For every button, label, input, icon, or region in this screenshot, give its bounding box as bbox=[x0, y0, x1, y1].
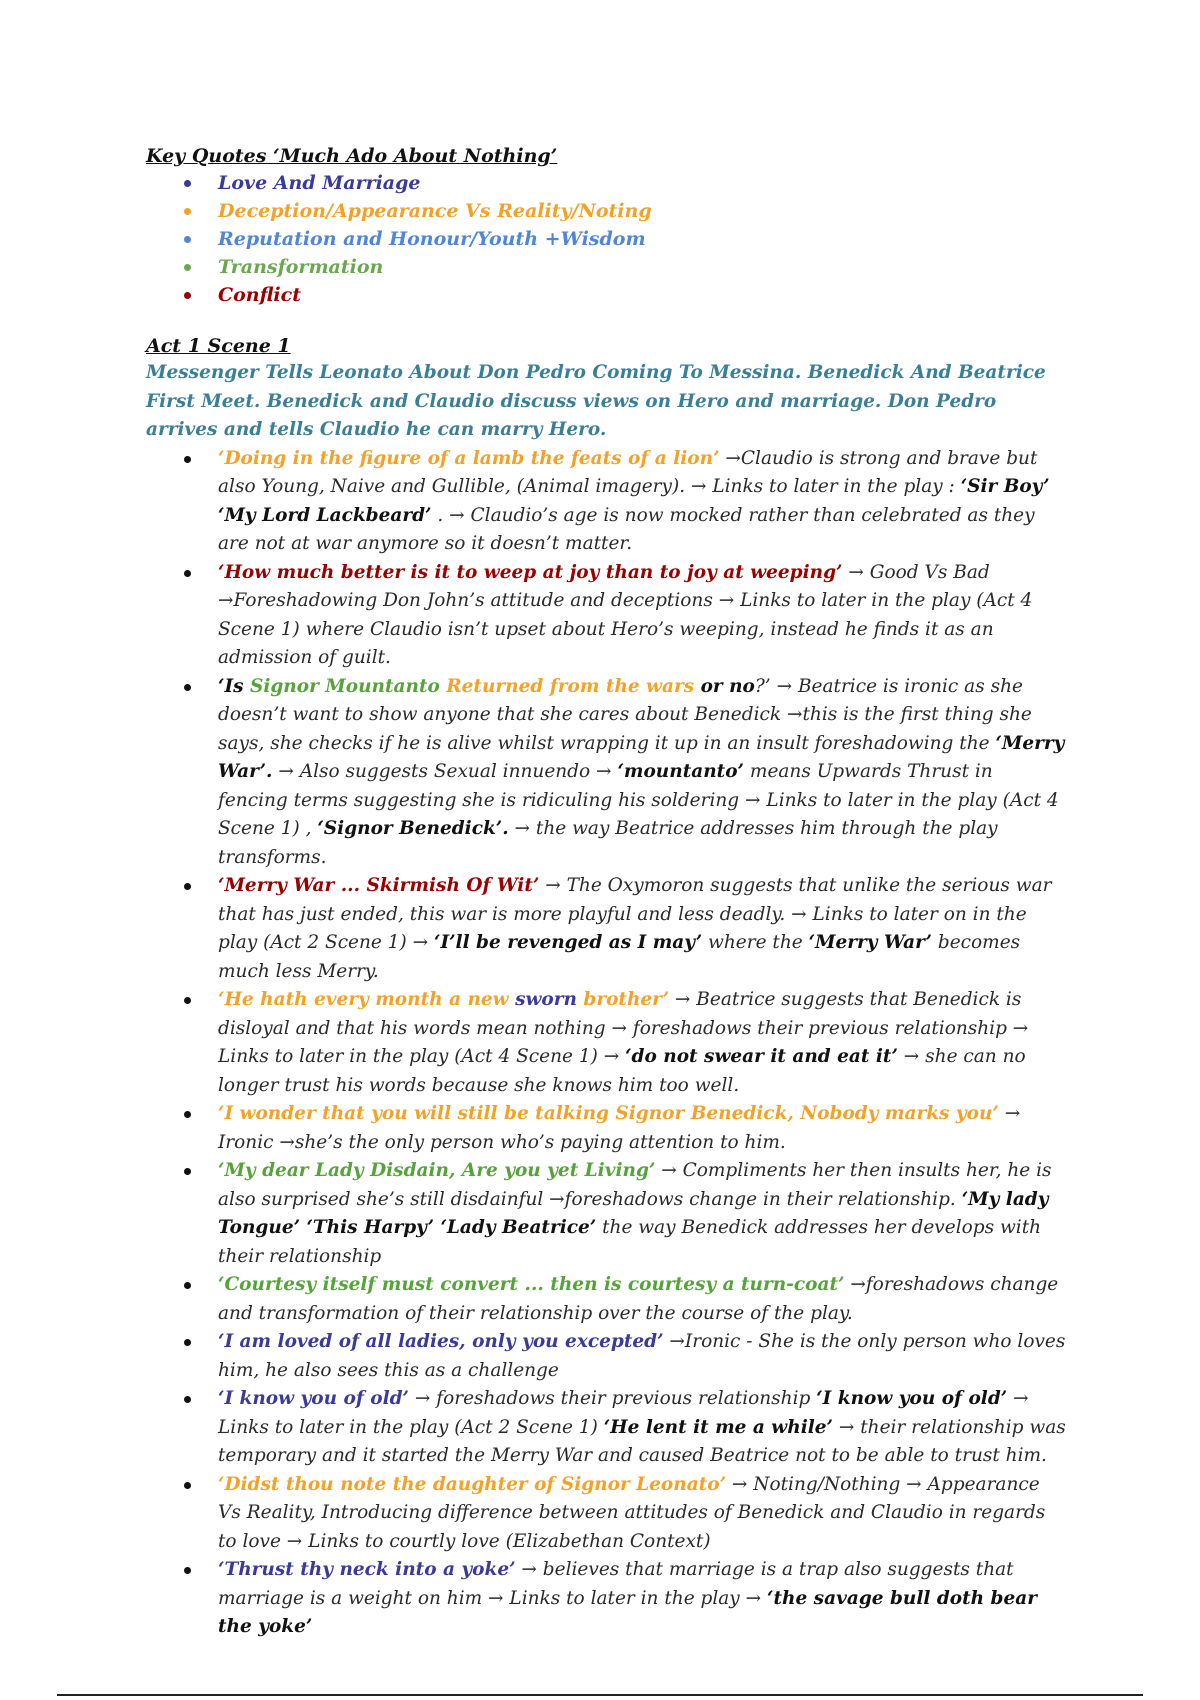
bullet-icon bbox=[184, 1168, 191, 1175]
theme-item bbox=[184, 253, 1066, 281]
quote-item bbox=[184, 1271, 1066, 1328]
bullet-icon bbox=[184, 570, 191, 577]
quote-text: ‘I am loved of all ladies, only you excepted’ bbox=[218, 1331, 664, 1352]
bullet-icon bbox=[184, 292, 191, 299]
quote-text: sworn bbox=[515, 989, 577, 1010]
theme-item bbox=[184, 225, 1066, 253]
bullet-icon bbox=[184, 1282, 191, 1289]
bullet-icon bbox=[184, 997, 191, 1004]
quote-analysis: →Claudio is strong and brave but also Young, Naive and Gullible, (Animal imagery). → Links to later in the play : bbox=[218, 447, 1038, 497]
quote-text: ‘He lent it me a while’ bbox=[603, 1416, 833, 1438]
quote-item bbox=[184, 986, 1066, 1100]
quote-text: ‘mountanto’ bbox=[617, 761, 745, 782]
quote-item bbox=[184, 1328, 1066, 1385]
quote-text: ‘My dear Lady Disdain, Are you yet Living’ bbox=[218, 1160, 656, 1181]
page-bottom-rule bbox=[57, 1694, 1143, 1696]
quote-text: ‘Merry War ... Skirmish Of Wit’ bbox=[218, 875, 540, 896]
quote-text: ‘Thrust thy neck into a yoke’ bbox=[218, 1559, 516, 1580]
quote-analysis: → Also suggests Sexual innuendo → bbox=[272, 761, 618, 782]
theme-item bbox=[184, 197, 1066, 225]
quote-text: ‘I wonder that you will still be talking Signor Benedick, Nobody marks you’ bbox=[218, 1103, 999, 1124]
quote-text: Signor Mountanto bbox=[249, 675, 440, 697]
quote-analysis: → she can no longer trust his words because she knows him too well. bbox=[218, 1046, 1026, 1096]
quote-analysis: the way Benedick addresses her develops with their relationship bbox=[218, 1217, 1042, 1267]
quote-text: ‘Merry War’. bbox=[218, 732, 1065, 782]
theme-label: Transformation bbox=[218, 256, 384, 278]
document-content bbox=[146, 143, 1066, 1642]
quote-analysis: becomes much less Merry. bbox=[218, 932, 1021, 982]
quote-text: ‘Is bbox=[218, 675, 250, 697]
bullet-icon bbox=[184, 1339, 191, 1346]
bullet-icon bbox=[184, 883, 191, 890]
quote-text: Returned from the wars bbox=[439, 675, 695, 697]
quote-text: ‘Signor Benedick’. bbox=[317, 818, 509, 839]
quote-analysis: → Beatrice suggests that Benedick is disloyal and that his words mean nothing → foreshadows their previous relationship → Links to later in the play (Act 4 Scene 1) → bbox=[218, 989, 1029, 1067]
theme-label: Conflict bbox=[218, 284, 301, 306]
quote-analysis: → Links to later in the play (Act 2 Scene 1) bbox=[218, 1388, 1029, 1438]
quote-text: ‘How much better is it to weep at joy than to joy at weeping’ bbox=[218, 561, 843, 583]
bullet-icon bbox=[184, 1111, 191, 1118]
quote-text: ‘Merry War’ bbox=[808, 932, 932, 953]
bullet-icon bbox=[184, 1396, 191, 1403]
quote-analysis: → Good Vs Bad →Foreshadowing Don John’s attitude and deceptions → Links to later in the play (Act 4 Scene 1) where Claudio isn’t upset about Hero’s weeping, instead he finds it as an admission of guilt. bbox=[218, 561, 1033, 668]
bullet-icon bbox=[184, 264, 191, 271]
quote-analysis: →foreshadows change and transformation of their relationship over the course of the play. bbox=[218, 1274, 1059, 1324]
bullet-icon bbox=[184, 684, 191, 691]
quote-text: ‘Sir Boy’ ‘My Lord Lackbeard’ bbox=[218, 476, 1050, 526]
quote-analysis: → Compliments her then insults her, he is also surprised she’s still disdainful →foreshadows change in their relationship. bbox=[218, 1160, 1052, 1210]
quote-item bbox=[184, 1385, 1066, 1471]
quote-analysis: → the way Beatrice addresses him through the play transforms. bbox=[218, 818, 998, 868]
quote-analysis: where the bbox=[702, 932, 809, 953]
quote-item bbox=[184, 1556, 1066, 1642]
quote-item bbox=[184, 1100, 1066, 1157]
quotes-list bbox=[146, 445, 1066, 1642]
quote-item bbox=[184, 1471, 1066, 1557]
quote-text: ‘Doing in the figure of a lamb the feats of a lion’ bbox=[218, 447, 720, 469]
quote-text: brother’ bbox=[576, 989, 670, 1010]
theme-label: Deception/Appearance Vs Reality/Noting bbox=[218, 200, 652, 222]
quote-analysis: ?’ → Beatrice is ironic as she doesn’t want to show anyone that she cares about Benedick →this is the first thing she says, she checks if he is alive whilst wrapping it up in an insult foreshadowing the bbox=[218, 675, 1032, 754]
themes-list bbox=[146, 169, 1066, 309]
quote-item bbox=[184, 445, 1066, 559]
bullet-icon bbox=[184, 236, 191, 243]
quote-text: or no bbox=[694, 675, 755, 697]
document-title: Key Quotes ‘Much Ado About Nothing’ bbox=[146, 145, 558, 167]
quote-text: ‘I’ll be revenged as I may’ bbox=[434, 932, 703, 953]
quote-item bbox=[184, 1157, 1066, 1271]
quote-text: ‘the savage bull doth bear the yoke’ bbox=[218, 1587, 1037, 1637]
quote-analysis: → Noting/Nothing → Appearance Vs Reality, Introducing difference between attitudes of Benedick and Claudio in regards to love → Links to courtly love (Elizabethan Context) bbox=[218, 1473, 1046, 1552]
quote-text: ‘do not swear it and eat it’ bbox=[625, 1046, 898, 1067]
quote-analysis: →Ironic - She is the only person who loves him, he also sees this as a challenge bbox=[218, 1331, 1066, 1381]
theme-item bbox=[184, 169, 1066, 197]
theme-item bbox=[184, 281, 1066, 309]
quote-analysis: . → Claudio’s age is now mocked rather than celebrated as they are not at war anymore so it doesn’t matter. bbox=[218, 504, 1035, 554]
quote-analysis: means Upwards Thrust in fencing terms suggesting she is ridiculing his soldering → Links to later in the play (Act 4 Scene 1) , bbox=[218, 761, 1059, 839]
bullet-icon bbox=[184, 180, 191, 187]
quote-analysis: → The Oxymoron suggests that unlike the serious war that has just ended, this war is more playful and less deadly. → Links to later on in the play (Act 2 Scene 1) → bbox=[218, 875, 1052, 953]
quote-text: ‘He hath every month a new bbox=[218, 989, 516, 1010]
quote-text: ‘Didst thou note the daughter of Signor Leonato’ bbox=[218, 1473, 727, 1495]
quote-analysis: → Ironic →she’s the only person who’s paying attention to him. bbox=[218, 1103, 1021, 1153]
section-summary: Messenger Tells Leonato About Don Pedro Coming To Messina. Benedick And Beatrice First Meet. Benedick and Claudio discuss views on Hero and marriage. Don Pedro arrives and tells Claudio he can marry Hero. bbox=[146, 362, 1046, 440]
quote-item bbox=[184, 872, 1066, 986]
bullet-icon bbox=[184, 1482, 191, 1489]
quote-text: ‘I know you of old’ bbox=[816, 1388, 1008, 1409]
bullet-icon bbox=[184, 456, 191, 463]
quote-item bbox=[184, 673, 1066, 873]
quote-text: ‘My lady Tongue’ ‘This Harpy’ ‘Lady Beatrice’ bbox=[218, 1188, 1049, 1238]
quote-analysis: → their relationship was temporary and it started the Merry War and caused Beatrice not to be able to trust him. bbox=[218, 1416, 1066, 1466]
theme-label: Love And Marriage bbox=[218, 172, 421, 194]
theme-label: Reputation and Honour/Youth +Wisdom bbox=[218, 228, 646, 250]
quote-text: ‘Courtesy itself must convert ... then is courtesy a turn-coat’ bbox=[218, 1274, 845, 1295]
quote-item bbox=[184, 559, 1066, 673]
quote-analysis: → believes that marriage is a trap also suggests that marriage is a weight on him → Links to later in the play → bbox=[218, 1559, 1014, 1609]
quote-text: ‘I know you of old’ bbox=[218, 1388, 409, 1409]
bullet-icon bbox=[184, 1567, 191, 1574]
quote-analysis: → foreshadows their previous relationship bbox=[408, 1388, 817, 1409]
bullet-icon bbox=[184, 208, 191, 215]
section-heading: Act 1 Scene 1 bbox=[146, 335, 291, 357]
